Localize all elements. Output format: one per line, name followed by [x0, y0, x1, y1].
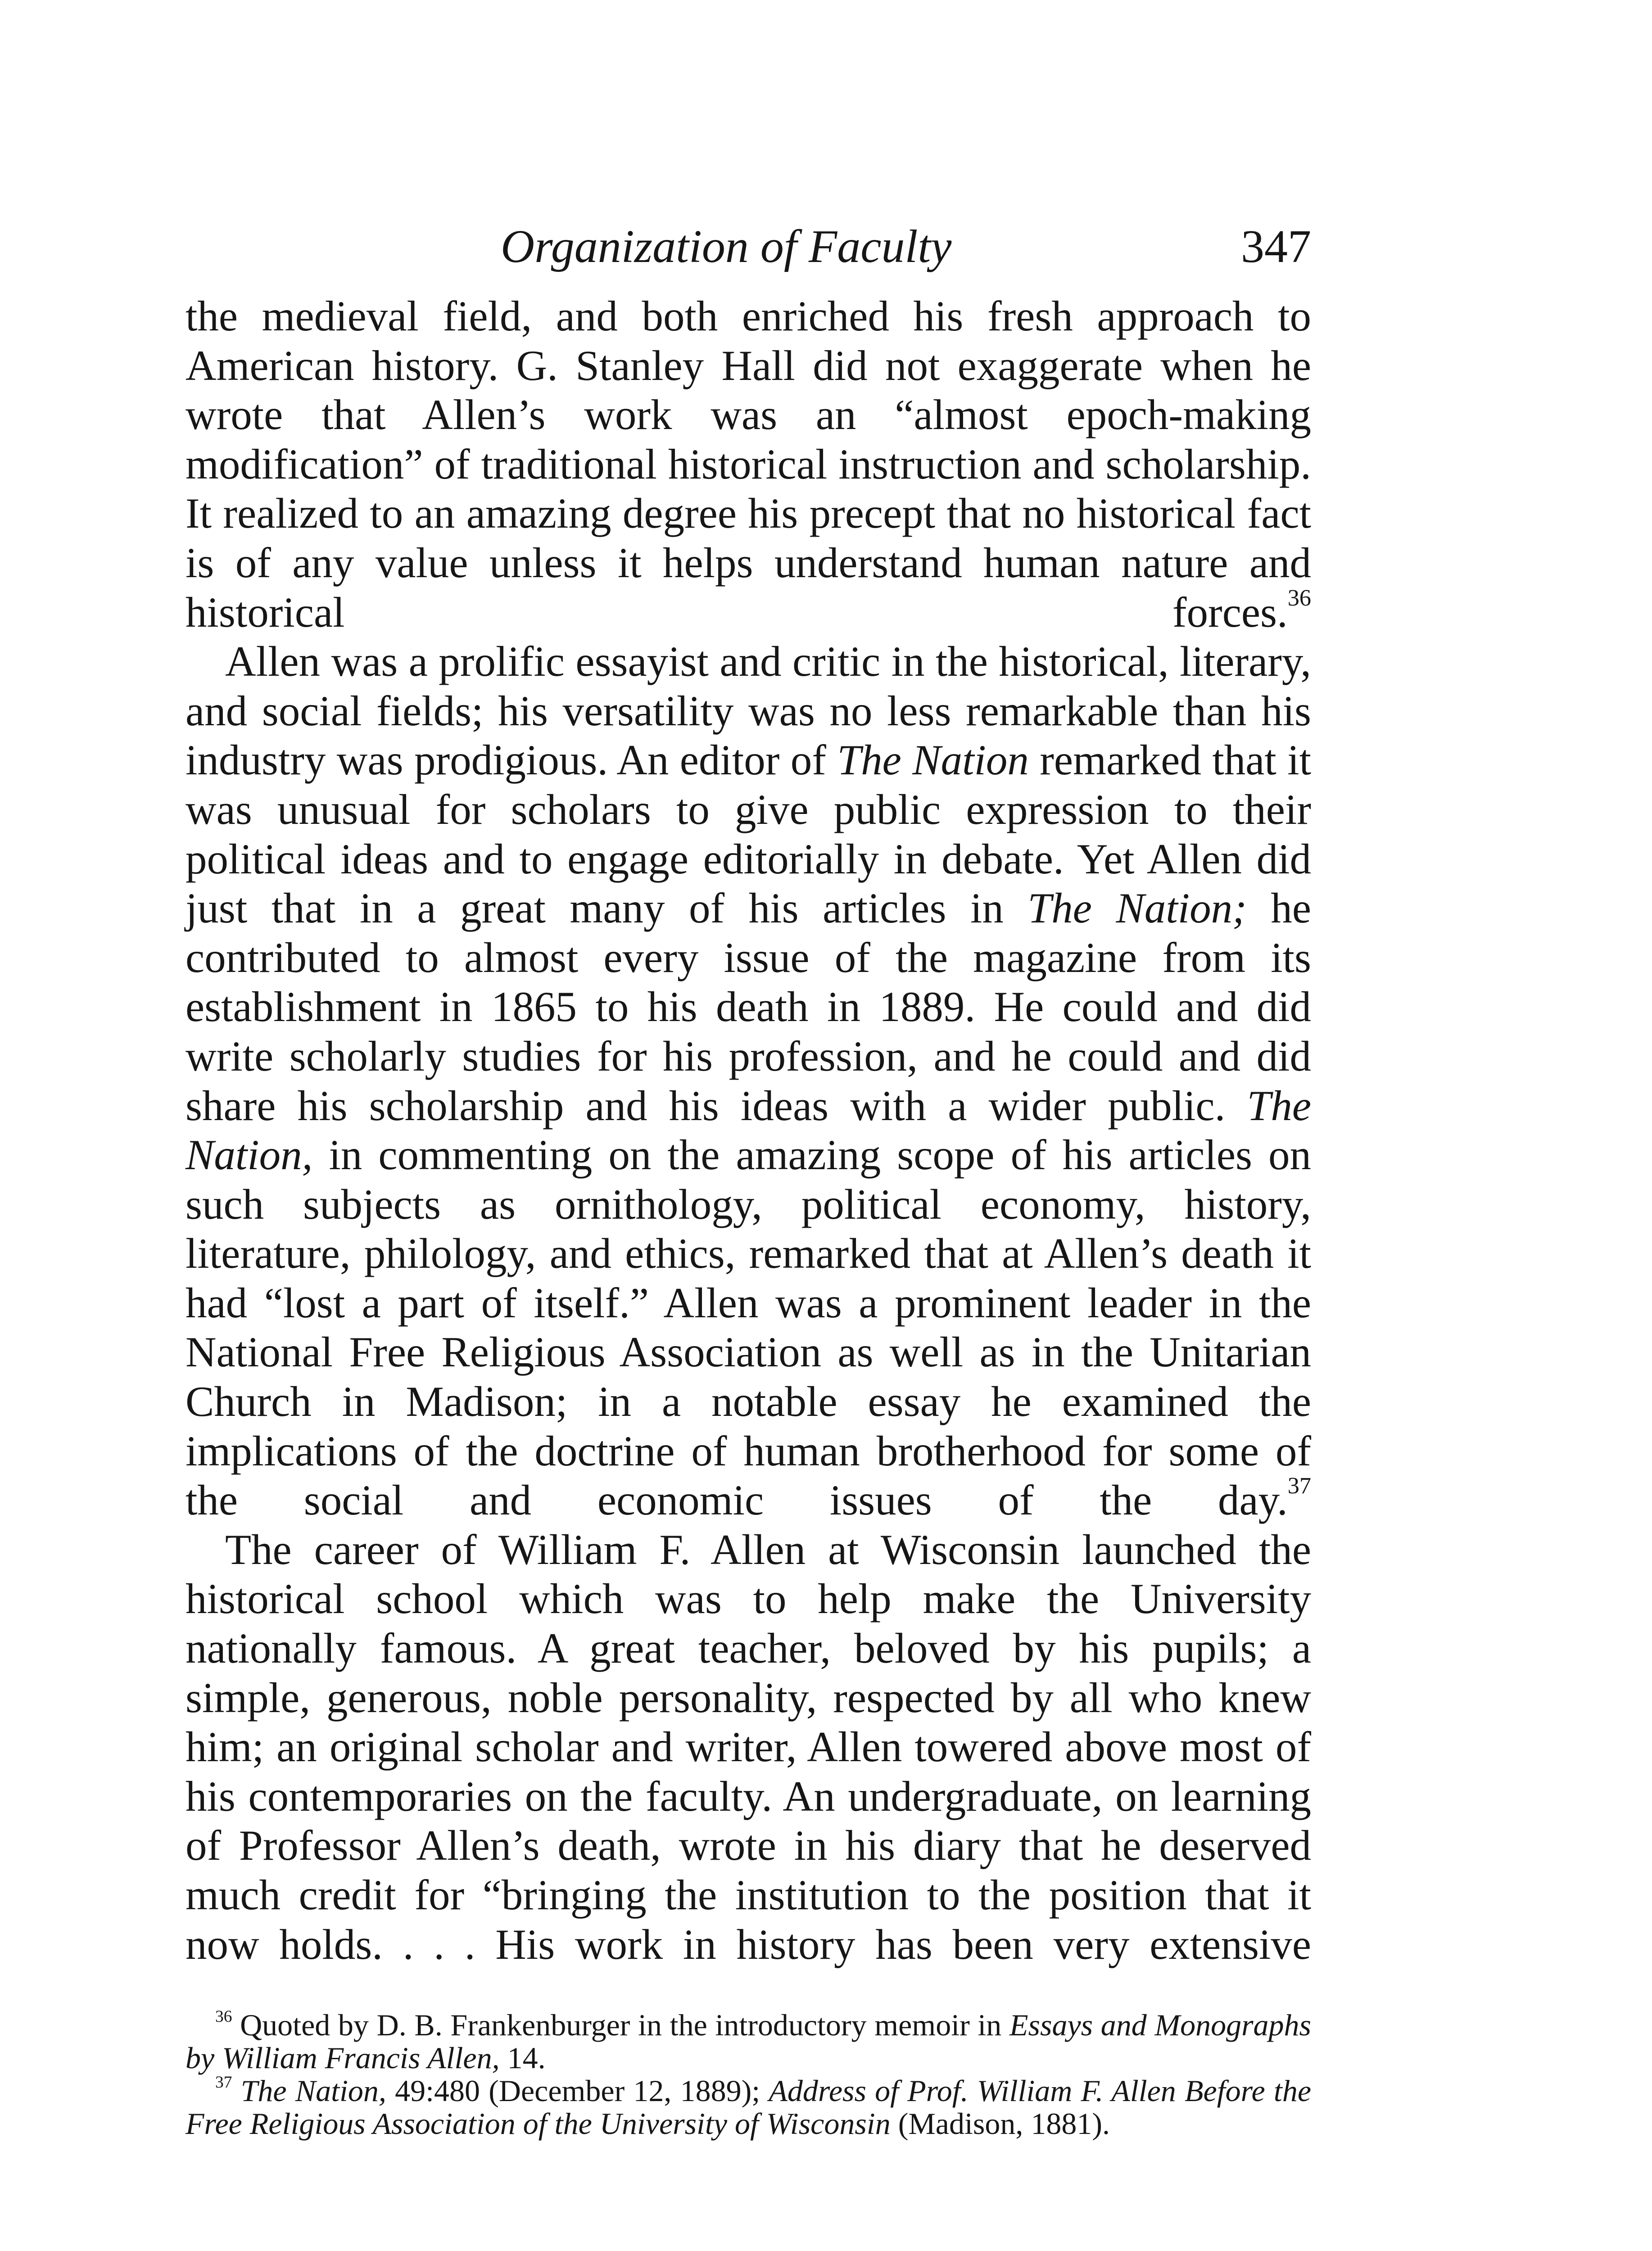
footnote-36: $^{36}$ Quoted by D. B. Frankenburger in the introductory memoir in Essays and Monographs by William Francis Allen, 14. — [186, 2007, 1311, 2075]
page-number: 347 — [1241, 221, 1311, 272]
paragraph-1: the medieval field, and both enriched his fresh approach to American history. G. Stanley Hall did not exaggerate when he wrote that Allen’s work was an “almost epoch-making modification” of traditional historical instruction and scholarship. It realized to an amazing degree his precept that no historical fact is of any value unless it helps understand human nature and historical forces.$^{36}$ — [186, 292, 1311, 636]
body-text — [186, 292, 1311, 1969]
running-title: Organization of Faculty — [501, 221, 952, 272]
paragraph-2: Allen was a prolific essayist and critic in the historical, literary, and social fields; his versatility was no less remarkable than his industry was prodigious. An editor of The Nation remarked that it was unusual for scholars to give public expression to their political ideas and to engage editorially in debate. Yet Allen did just that in a great many of his articles in The Nation; he contributed to almost every issue of the magazine from its establishment in 1865 to his death in 1889. He could and did write scholarly studies for his profession, and he could and did share his scholarship and his ideas with a wider public. The Nation, in commenting on the amazing scope of his articles on such subjects as ornithology, political economy, history, literature, philology, and ethics, remarked that at Allen’s death it had “lost a part of itself.” Allen was a prominent leader in the National Free Religious Association as well as in the Unitarian Church in Madison; in a notable essay he examined the implications of the doctrine of human brotherhood for some of the social and economic issues of the day.$^{37}$ — [186, 637, 1311, 1524]
footnote-37: $^{37}$ The Nation, 49:480 (December 12, 1889); Address of Prof. William F. Allen Before the Free Religious Association of the University of Wisconsin (Madison, 1881). — [186, 2073, 1311, 2141]
footnote-ref-36: 36 — [1287, 584, 1311, 611]
paragraph-3: The career of William F. Allen at Wisconsin launched the historical school which was to help make the University nationally famous. A great teacher, beloved by his pupils; a simple, generous, noble personality, respected by all who knew him; an original scholar and writer, Allen towered above most of his contemporaries on the faculty. An undergraduate, on learning of Professor Allen’s death, wrote in his diary that he deserved much credit for “bringing the institution to the position that it now holds. . . . His work in history has been very extensive — [186, 1525, 1311, 1968]
footnotes — [186, 2009, 1311, 2140]
footnote-ref-37: 37 — [1287, 1473, 1311, 1499]
page-header — [186, 215, 1311, 278]
